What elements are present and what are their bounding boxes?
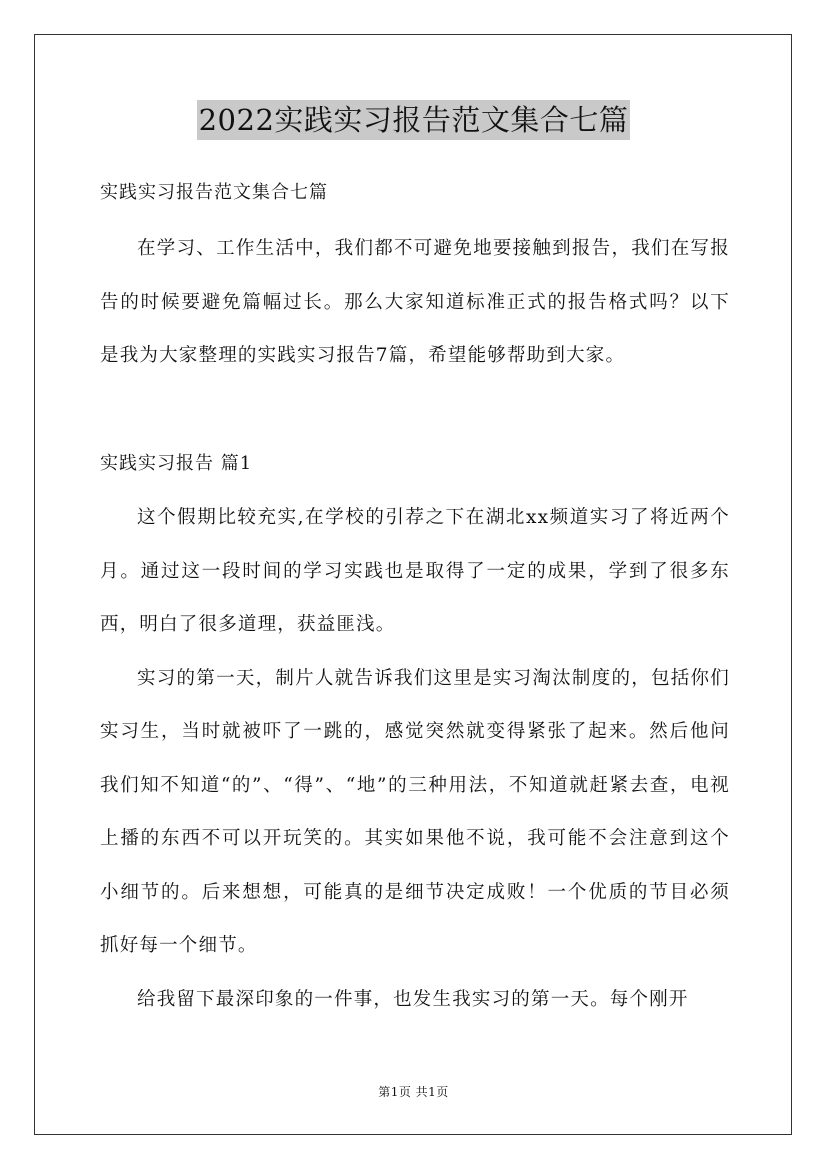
body-block	[100, 491, 730, 1026]
page-footer: 第1页 共1页	[378, 1085, 449, 1099]
title-container	[0, 100, 827, 140]
section-heading: 实践实习报告 篇1	[100, 453, 253, 474]
document-title: 2022实践实习报告范文集合七篇	[197, 100, 631, 140]
document-subtitle: 实践实习报告范文集合七篇	[100, 182, 328, 203]
intro-block	[100, 222, 730, 383]
body-paragraph-1: 这个假期比较充实,在学校的引荐之下在湖北xx频道实习了将近两个月。通过这一段时间的学习实践也是取得了一定的成果，学到了很多东西，明白了很多道理，获益匪浅。	[100, 507, 730, 635]
body-paragraph-2: 实习的第一天，制片人就告诉我们这里是实习淘汰制度的，包括你们实习生，当时就被吓了一跳的，感觉突然就变得紧张了起来。然后他问我们知不知道“的”、“得”、“地”的三种用法，不知道就赶紧去查，电视上播的东西不可以开玩笑的。其实如果他不说，我可能不会注意到这个小细节的。后来想想，可能真的是细节决定成败！一个优质的节目必须抓好每一个细节。	[100, 667, 730, 956]
intro-paragraph: 在学习、工作生活中，我们都不可避免地要接触到报告，我们在写报告的时候要避免篇幅过长。那么大家知道标准正式的报告格式吗？以下是我为大家整理的实践实习报告7篇，希望能够帮助到大家。	[100, 238, 730, 366]
body-paragraph-3: 给我留下最深印象的一件事，也发生我实习的第一天。每个刚开	[137, 988, 689, 1010]
